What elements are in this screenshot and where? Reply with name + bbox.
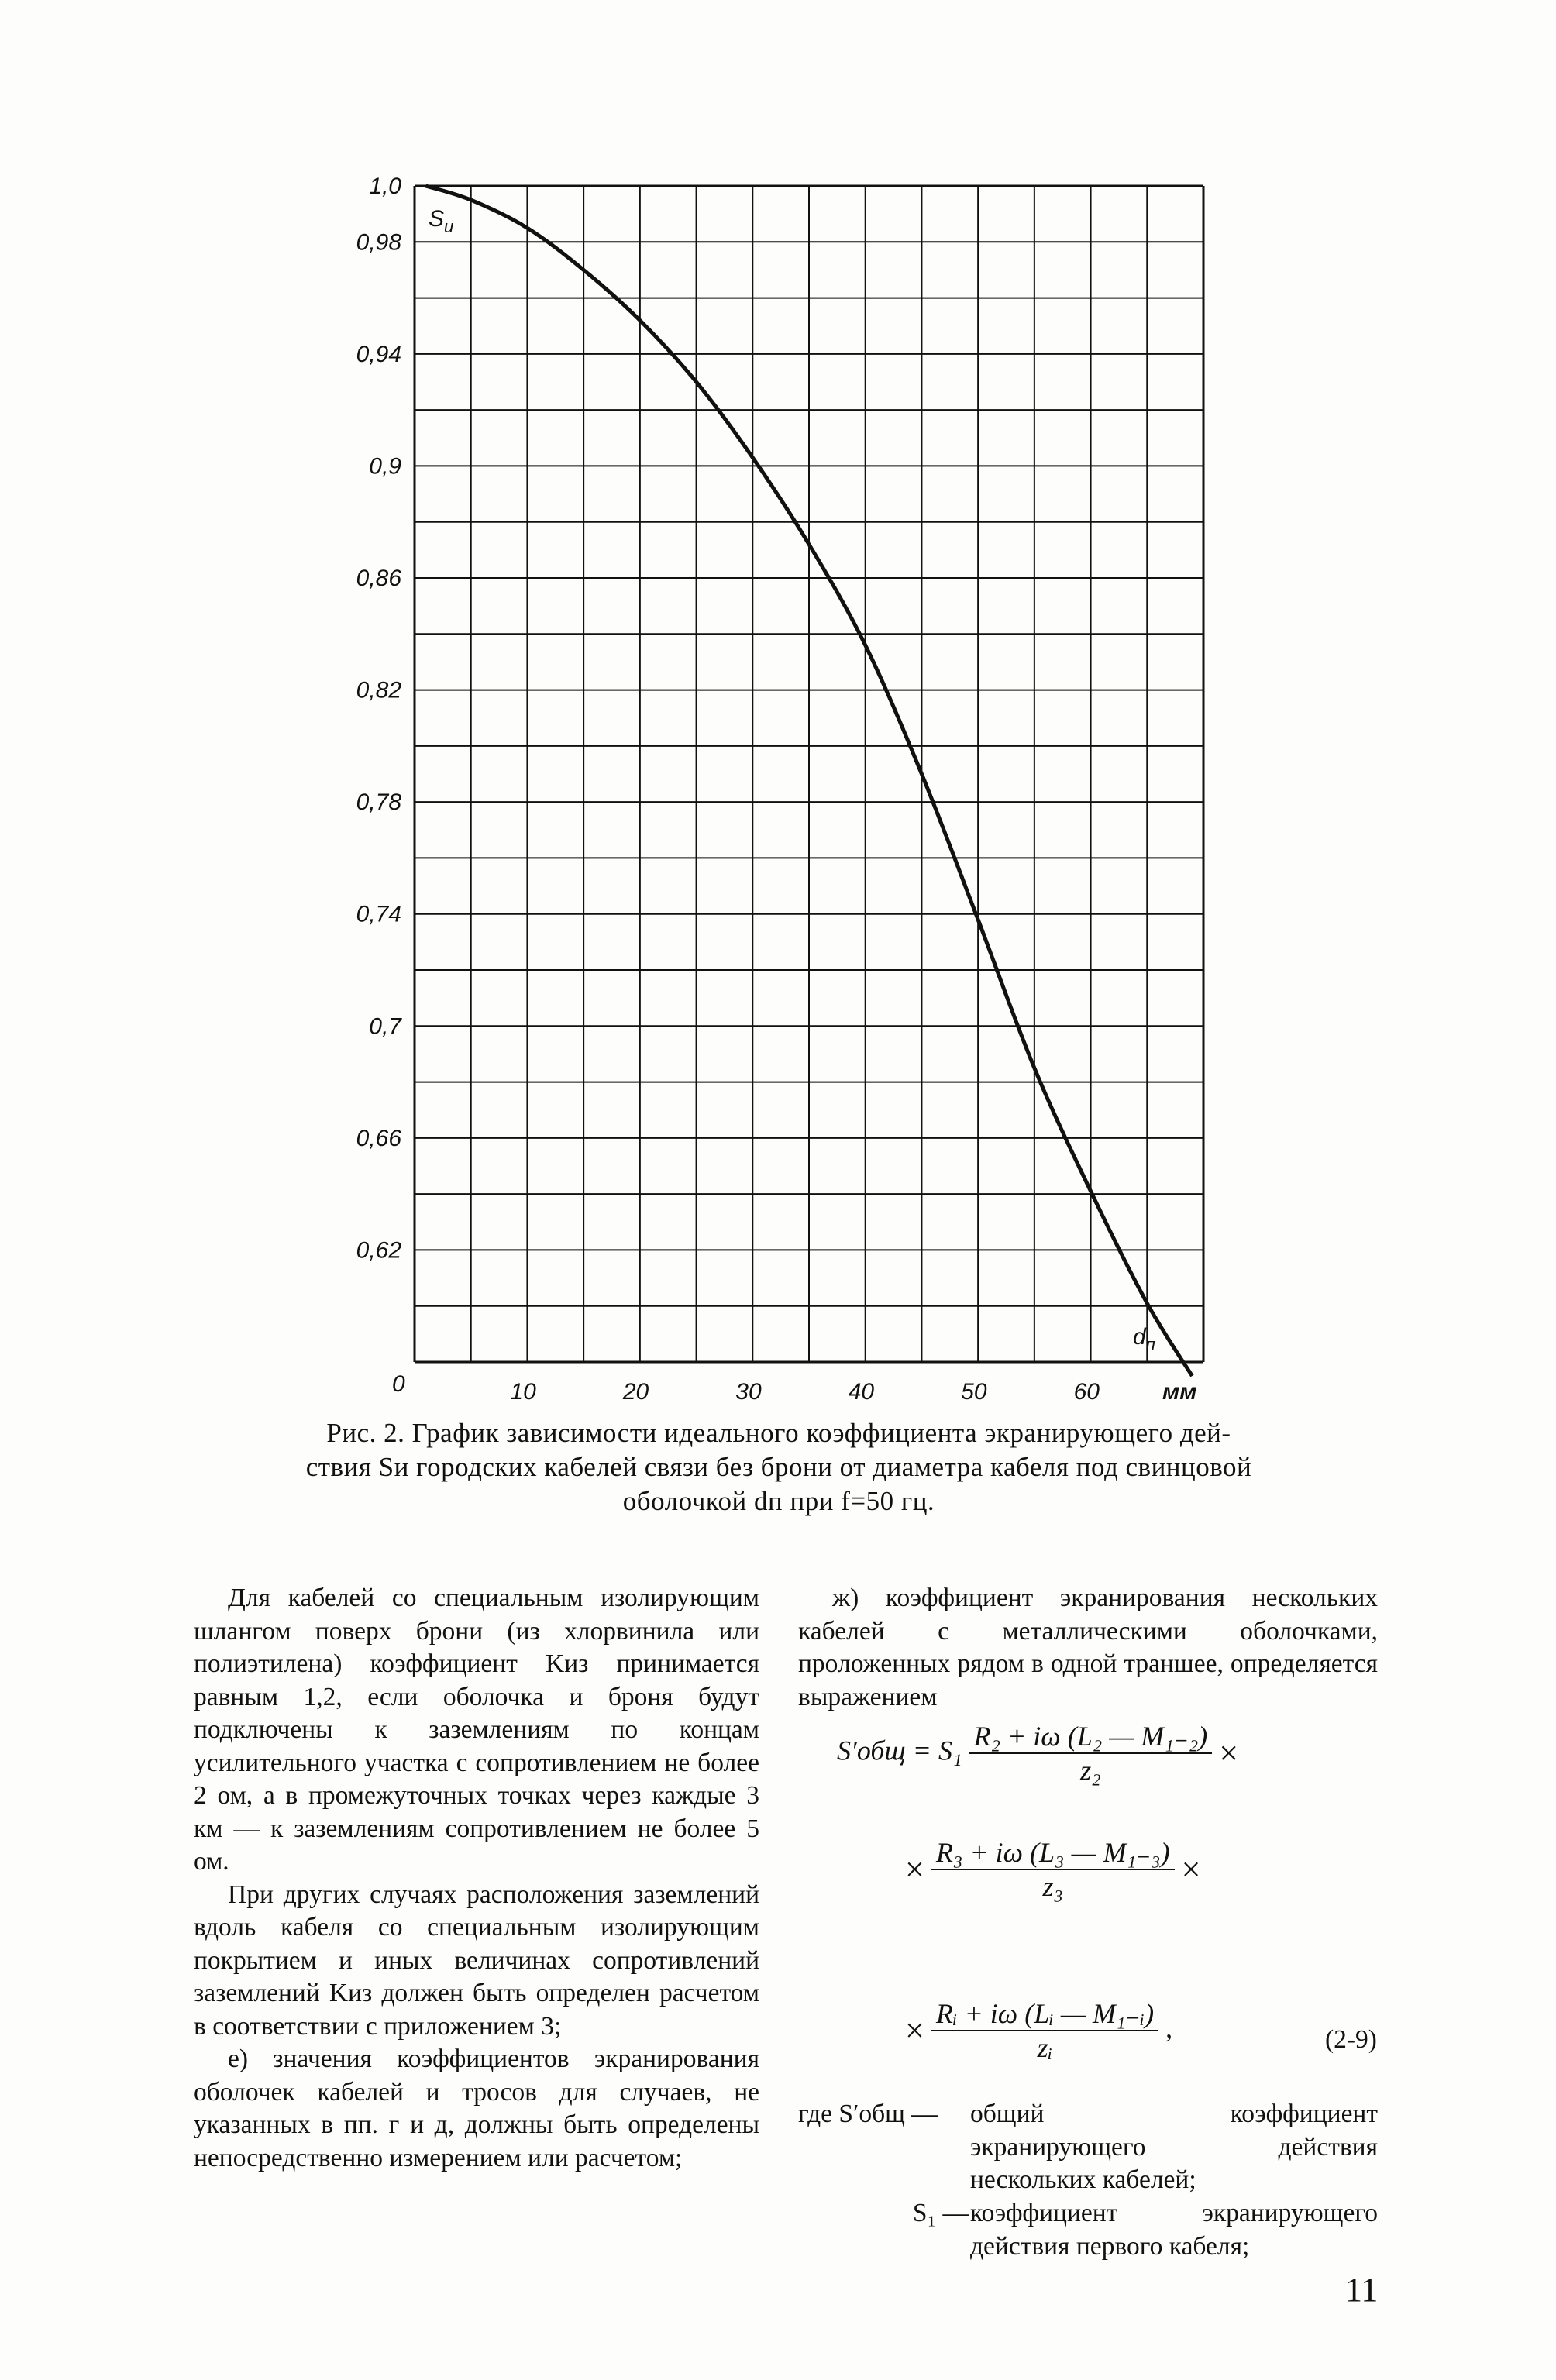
paragraph: ж) коэффициент экранирования нескольких кабелей с металлическими оболочками, проложенных рядом в одной траншее, определяется выражением <box>798 1584 1378 1711</box>
fraction: $\frac{\text{R₂ + iω (L₂ — M₁₋₂)}}{\text{z₂}}$ <box>969 1720 1213 1787</box>
where-definition-1: общий коэффициент экранирующего действия нескольких кабелей; <box>970 2100 1378 2194</box>
y-axis-symbol: $S_и$ <box>429 206 454 236</box>
right-column <box>798 1582 1378 1714</box>
times-sign: × <box>1219 1734 1239 1773</box>
y-tick-label: 0,78 <box>356 789 401 816</box>
x-tick-label: 50 <box>961 1379 987 1405</box>
paragraph: е) значения коэффициентов экранирования оболочек кабелей и тросов для случаев, не указанных в пп. г и д, должны быть определены непосредственно измерением или расчетом; <box>194 2045 759 2172</box>
y-tick-label: 0,66 <box>356 1125 401 1151</box>
caption-line-3: оболочкой dп при f=50 гц. <box>622 1486 935 1516</box>
equation-number: (2-9) <box>1325 2025 1377 2054</box>
times-sign: × <box>1181 1850 1201 1889</box>
where-symbol-2: S₁ — <box>912 2199 969 2227</box>
x-tick-label: 40 <box>848 1379 875 1405</box>
y-tick-label: 0,82 <box>356 677 401 703</box>
x-axis-unit: мм <box>1162 1379 1197 1405</box>
formula-line-1: S′общ = S₁ $\frac{\text{R₂ + iω (L₂ — M₁₋₂)}}{\text{z₂}}$ × <box>837 1721 1239 1786</box>
x-tick-label: 30 <box>735 1379 762 1405</box>
fraction: $\frac{\text{R₃ + iω (L₃ — M₁₋₃)}}{\text{z₃}}$ <box>931 1836 1175 1903</box>
fraction: $\frac{\text{Rᵢ + iω (Lᵢ — M₁₋ᵢ)}}{\text{zᵢ}}$ <box>931 1997 1158 2064</box>
times-sign: × <box>905 2011 924 2050</box>
paragraph: При других случаях расположения заземлений вдоль кабеля со специальным изолирующим покрытием и иных величинах сопротивлений заземлений Kиз должен быть определен расчетом в соответствии с приложением 3; <box>194 1880 759 2041</box>
paragraph: Для кабелей со специальным изолирующим шлангом поверх брони (из хлорвинила или полиэтилена) коэффициент Kиз принимается равным 1,2, если оболочка и броня будут подключены к заземлениям по концам усилительного участка с сопротивлением не более 2 ом, а в промежуточных точках через каждые 3 км — к заземлениям сопротивлением не более 5 ом. <box>194 1584 759 1876</box>
formula-line-3: × $\frac{\text{Rᵢ + iω (Lᵢ — M₁₋ᵢ)}}{\text{zᵢ}}$ , <box>905 1998 1173 2063</box>
where-intro: где S′общ — <box>798 2100 938 2128</box>
y-tick-label: 0,98 <box>356 229 401 256</box>
x-tick-label: 10 <box>510 1379 536 1405</box>
y-tick-label: 0,9 <box>369 453 401 480</box>
y-tick-label: 0,7 <box>369 1013 401 1040</box>
where-definition-2: коэффициент экранирующего действия первого кабеля; <box>970 2199 1378 2261</box>
formula-line-2 <box>905 1836 1200 1903</box>
left-column <box>194 1582 759 2175</box>
y-tick-label: 0,94 <box>356 341 401 367</box>
times-sign: × <box>905 1850 924 1889</box>
chart-tick-labels <box>356 174 1100 1405</box>
y-tick-label: 0,86 <box>356 566 401 591</box>
y-tick-label: 0,74 <box>356 901 401 927</box>
figure-caption <box>232 1416 1325 1518</box>
x-axis-symbol: $d_п$ <box>1133 1324 1155 1354</box>
x-tick-label: 60 <box>1073 1379 1100 1405</box>
y-tick-label: 0,62 <box>356 1237 401 1264</box>
x-origin-label: 0 <box>392 1371 405 1397</box>
x-tick-label: 20 <box>622 1379 649 1405</box>
chart-grid <box>415 186 1203 1362</box>
page-number: 11 <box>1345 2271 1379 2309</box>
caption-line-2: ствия Sи городских кабелей связи без брони от диаметра кабеля под свинцовой <box>305 1452 1252 1482</box>
caption-line-1: Рис. 2. График зависимости идеального коэффициента экранирующего дей- <box>326 1418 1231 1448</box>
y-tick-label: 1,0 <box>369 174 401 199</box>
